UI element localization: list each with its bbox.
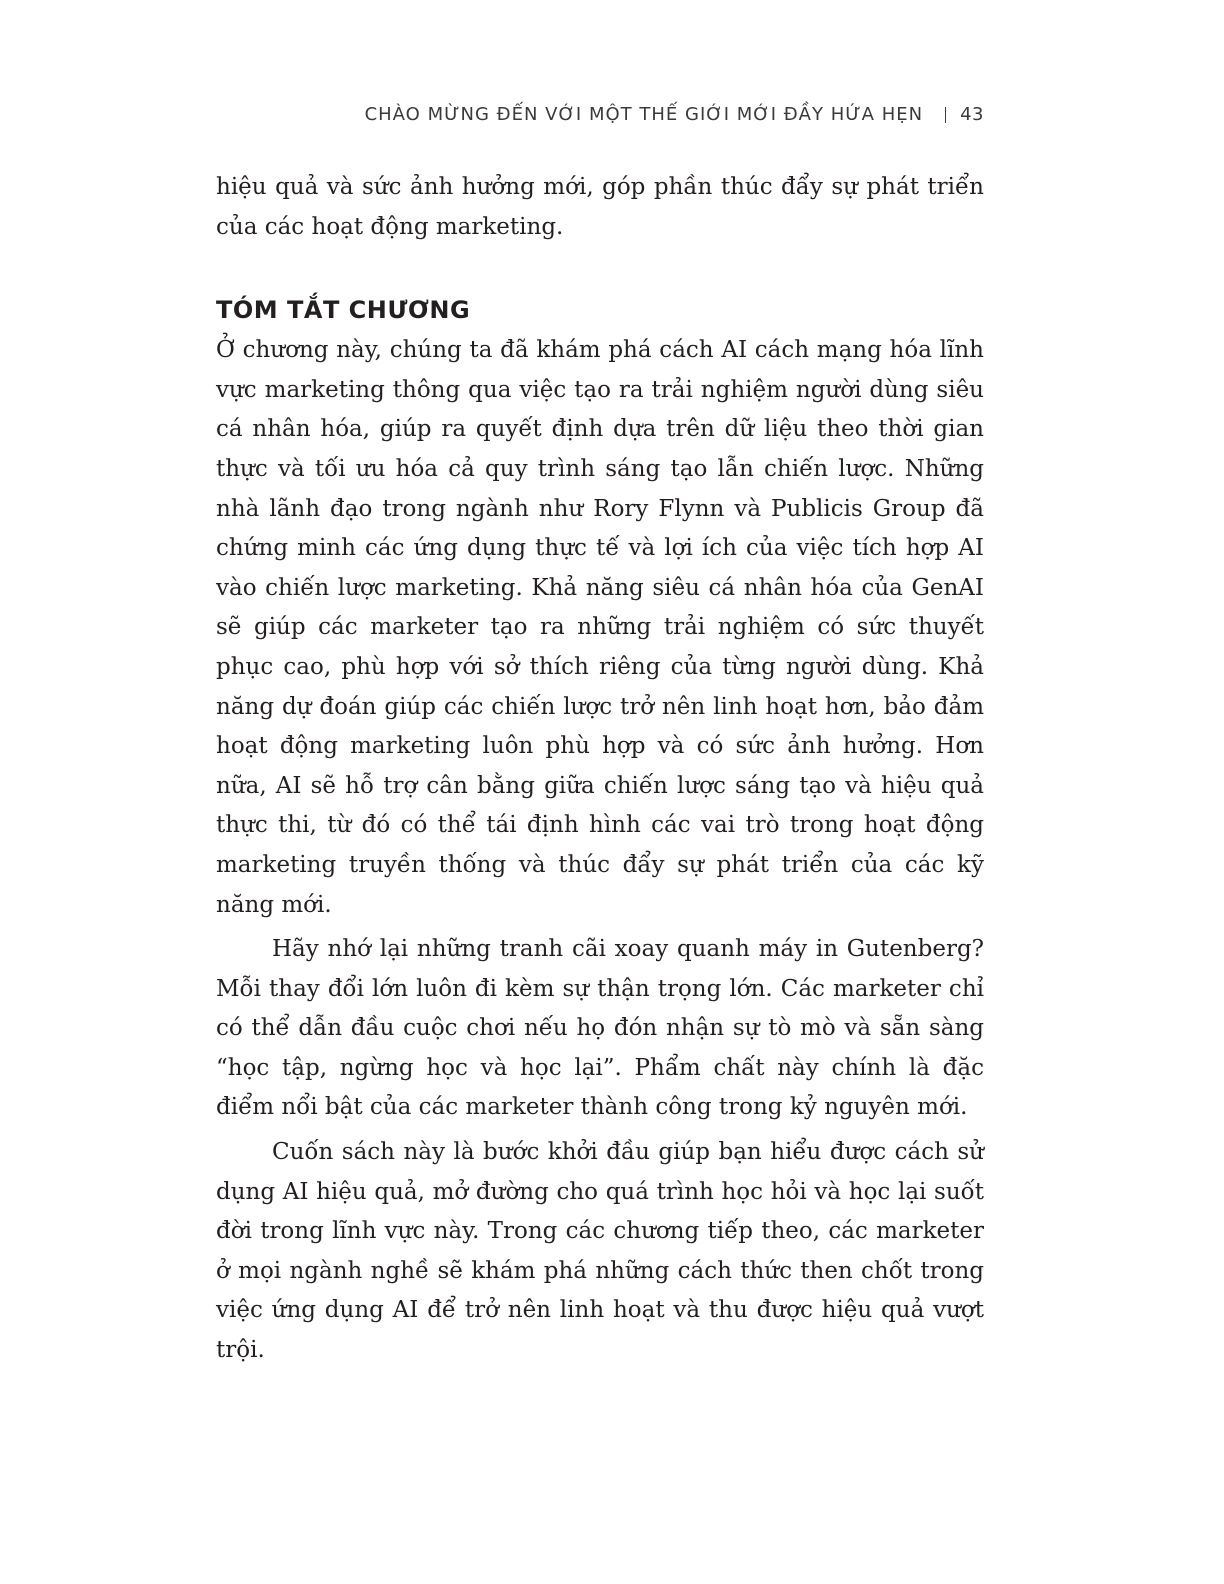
header-separator: [945, 107, 946, 123]
section-heading: TÓM TẮT CHƯƠNG: [216, 296, 471, 325]
closing-paragraph: Cuốn sách này là bước khởi đầu giúp bạn hiểu được cách sử dụng AI hiệu quả, mở đường cho quá trình học hỏi và học lại suốt đời trong lĩnh vực này. Trong các chương tiếp theo, các marketer ở mọi ngành nghề sẽ khám phá những cách thức then chốt trong việc ứng dụng AI để trở nên linh hoạt và thu được hiệu quả vượt trội.: [216, 1139, 984, 1364]
page-body: [216, 168, 984, 1371]
page-number: 43: [960, 104, 984, 125]
running-title: CHÀO MỪNG ĐẾN VỚI MỘT THẾ GIỚI MỚI ĐẦY HỨA HẸN: [364, 104, 924, 125]
continuation-paragraph: hiệu quả và sức ảnh hưởng mới, góp phần thúc đẩy sự phát triển của các hoạt động marketing.: [216, 174, 984, 240]
gutenberg-paragraph: Hãy nhớ lại những tranh cãi xoay quanh máy in Gutenberg? Mỗi thay đổi lớn luôn đi kèm sự thận trọng lớn. Các marketer chỉ có thể dẫn đầu cuộc chơi nếu họ đón nhận sự tò mò và sẵn sàng “học tập, ngừng học và học lại”. Phẩm chất này chính là đặc điểm nổi bật của các marketer thành công trong kỷ nguyên mới.: [216, 936, 984, 1121]
summary-paragraph: Ở chương này, chúng ta đã khám phá cách AI cách mạng hóa lĩnh vực marketing thông qua việc tạo ra trải nghiệm người dùng siêu cá nhân hóa, giúp ra quyết định dựa trên dữ liệu theo thời gian thực và tối ưu hóa cả quy trình sáng tạo lẫn chiến lược. Những nhà lãnh đạo trong ngành như Rory Flynn và Publicis Group đã chứng minh các ứng dụng thực tế và lợi ích của việc tích hợp AI vào chiến lược marketing. Khả năng siêu cá nhân hóa của GenAI sẽ giúp các marketer tạo ra những trải nghiệm có sức thuyết phục cao, phù hợp với sở thích riêng của từng người dùng. Khả năng dự đoán giúp các chiến lược trở nên linh hoạt hơn, bảo đảm hoạt động marketing luôn phù hợp và có sức ảnh hưởng. Hơn nữa, AI sẽ hỗ trợ cân bằng giữa chiến lược sáng tạo và hiệu quả thực thi, từ đó có thể tái định hình các vai trò trong hoạt động marketing truyền thống và thúc đẩy sự phát triển của các kỹ năng mới.: [216, 337, 984, 918]
running-header: [365, 104, 984, 125]
